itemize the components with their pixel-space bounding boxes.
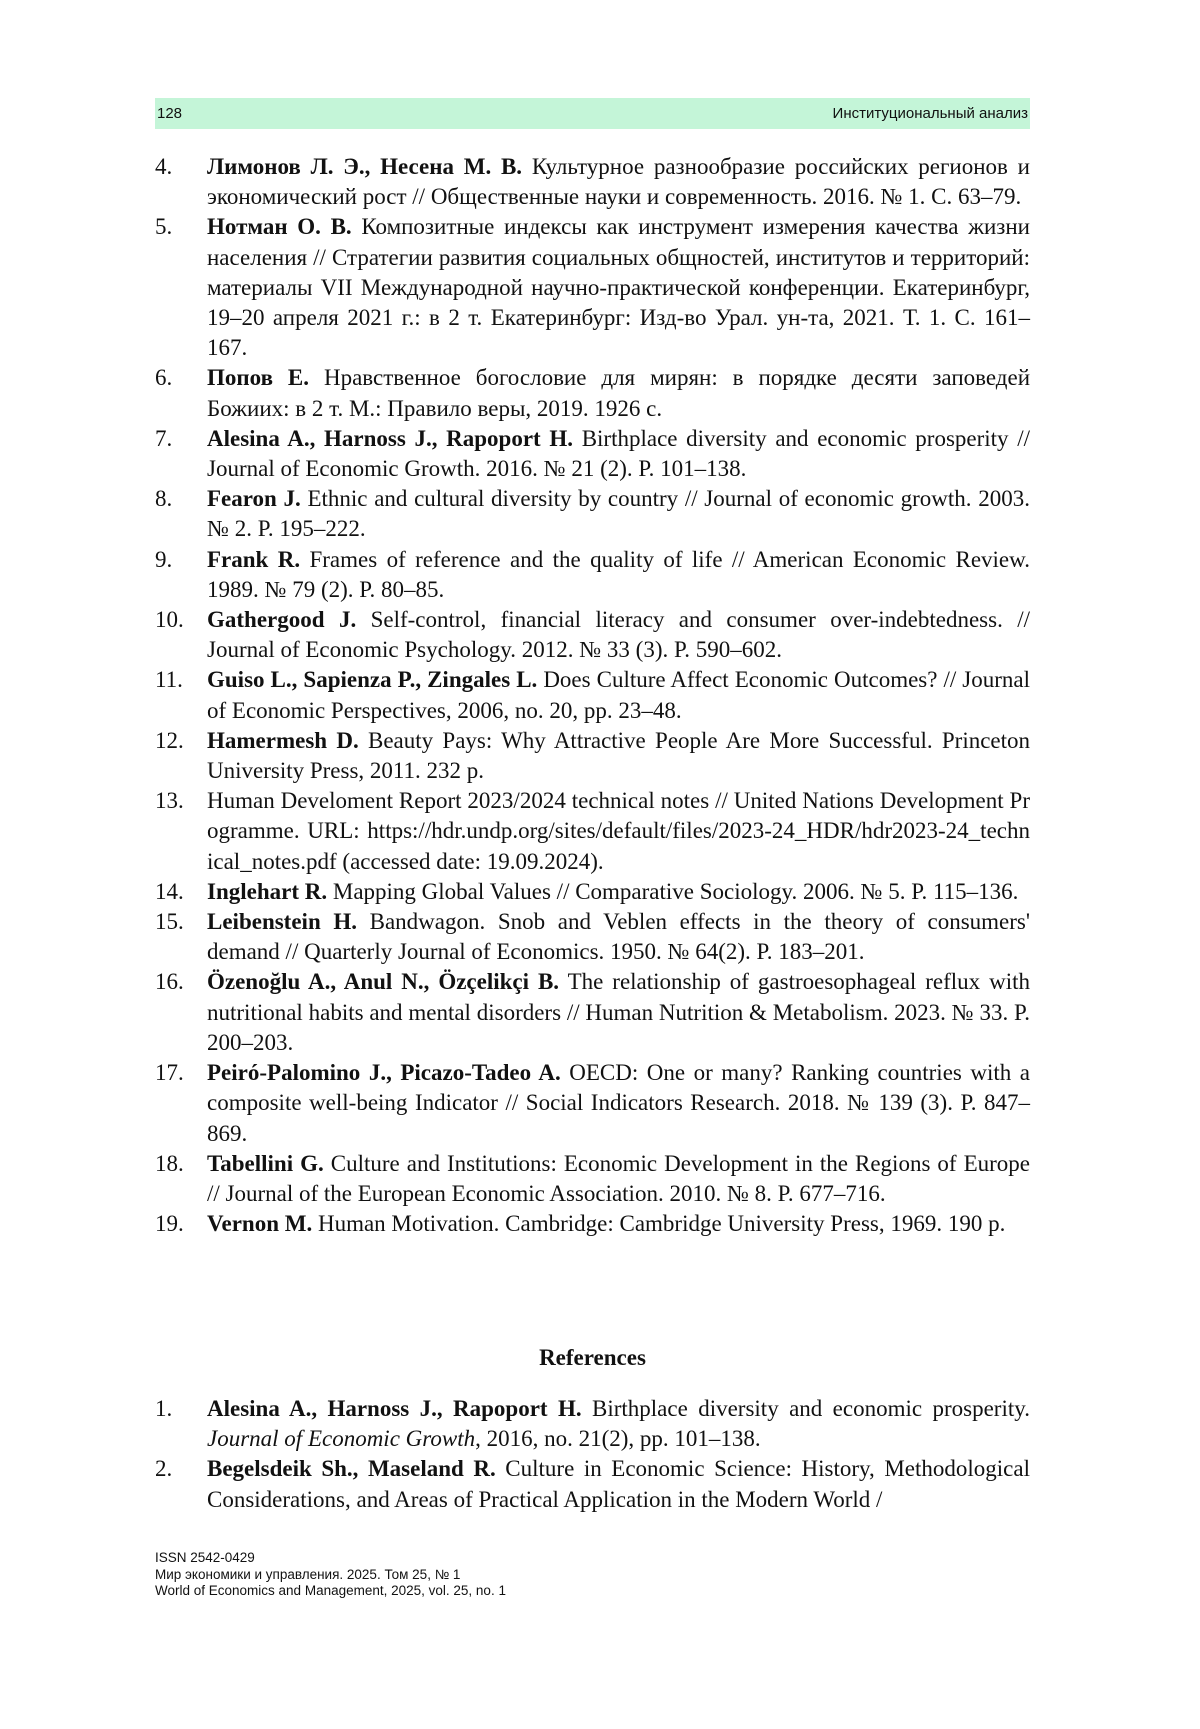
reference-item: 14. Inglehart R. Mapping Global Values // Comparative Sociology. 2006. № 5. P. 115–136. bbox=[155, 878, 1019, 904]
reference-item: 6. Попов Е. Нравственное богословие для мирян: в порядке десяти заповедей Божиих: в 2 т. М.: Правило веры, 2019. 1926 с. bbox=[155, 365, 1030, 421]
reference-item: 1. Alesina A., Harnoss J., Rapoport H. Birthplace diversity and economic prosperity. Journal of Economic Growth, 2016, no. 21(2), pp. 101–138. bbox=[155, 1396, 1030, 1452]
page-number: 128 bbox=[157, 105, 183, 122]
footer-citation-en: World of Economics and Management, 2025, vol. 25, no. 1 bbox=[155, 1583, 506, 1598]
reference-item: 10. Gathergood J. Self-control, financial literacy and consumer over-indebtedness. // Journal of Economic Psychology. 2012. № 33 (3). P. 590–602. bbox=[155, 607, 1030, 663]
reference-list-russian bbox=[155, 152, 1030, 1239]
footer-citation-ru: Мир экономики и управления. 2025. Том 25, № 1 bbox=[155, 1566, 461, 1582]
reference-item: 5. Нотман О. В. Композитные индексы как инструмент измерения качества жизни населения // Стратегии развития социальных общностей, институтов и территорий: материалы VII Международной научно-практической конференции. Екатеринбург, 19–20 апреля 2021 г.: в 2 т. Екатеринбург: Изд-во Урал. ун-та, 2021. Т. 1. С. 161–167. bbox=[155, 214, 1030, 361]
reference-item: 18. Tabellini G. Culture and Institutions: Economic Development in the Regions of Europe // Journal of the European Economic Association. 2010. № 8. P. 677–716. bbox=[155, 1150, 1030, 1206]
reference-item: 12. Hamermesh D. Beauty Pays: Why Attractive People Are More Successful. Princeton University Press, 2011. 232 p. bbox=[155, 727, 1031, 784]
reference-item: 13. Human Develoment Report 2023/2024 technical notes // United Nations Development Programme. URL: https://hdr.undp.org/sites/default/files/2023-24_HDR/hdr2023-24_technical_notes.pdf (accessed date: 19.09.2024). bbox=[155, 788, 1030, 874]
references-heading: References bbox=[539, 1345, 646, 1370]
footer-issn: ISSN 2542-0429 bbox=[155, 1550, 255, 1565]
reference-item: 9. Frank R. Frames of reference and the quality of life // American Economic Review. 1989. № 79 (2). P. 80–85. bbox=[155, 546, 1031, 602]
reference-item: 15. Leibenstein H. Bandwagon. Snob and Veblen effects in the theory of consumers' demand // Quarterly Journal of Economics. 1950. № 64(2). P. 183–201. bbox=[155, 909, 1031, 965]
reference-item: 19. Vernon M. Human Motivation. Cambridge: Cambridge University Press, 1969. 190 p. bbox=[155, 1211, 1006, 1237]
reference-item: 7. Alesina A., Harnoss J., Rapoport H. Birthplace diversity and economic prosperity // Journal of Economic Growth. 2016. № 21 (2). P. 101–138. bbox=[155, 425, 1030, 482]
reference-item: 4. Лимонов Л. Э., Несена М. В. Культурное разнообразие российских регионов и экономический рост // Общественные науки и современность. 2016. № 1. С. 63–79. bbox=[155, 154, 1030, 210]
journal-footer bbox=[155, 1550, 506, 1600]
running-header bbox=[155, 98, 1030, 129]
reference-item: 8. Fearon J. Ethnic and cultural diversity by country // Journal of economic growth. 2003. № 2. P. 195–222. bbox=[155, 486, 1030, 542]
running-section-title: Институциональный анализ bbox=[832, 105, 1028, 122]
reference-item: 2. Begelsdeik Sh., Maseland R. Culture in Economic Science: History, Methodological Considerations, and Areas of Practical Application in the Modern World / bbox=[155, 1456, 1030, 1512]
reference-item: 17. Peiró-Palomino J., Picazo-Tadeo A. OECD: One or many? Ranking countries with a composite well-being Indicator // Social Indicators Research. 2018. № 139 (3). P. 847–869. bbox=[155, 1060, 1030, 1146]
reference-list-english bbox=[155, 1394, 1030, 1515]
reference-item: 11. Guiso L., Sapienza P., Zingales L. Does Culture Affect Economic Outcomes? // Journal of Economic Perspectives, 2006, no. 20, pp. 23–48. bbox=[155, 667, 1030, 723]
reference-item: 16. Özenoğlu A., Anul N., Özçelikçi B. The relationship of gastroesophageal reflux with nutritional habits and mental disorders // Human Nutrition & Metabolism. 2023. № 33. P. 200–203. bbox=[155, 969, 1030, 1055]
